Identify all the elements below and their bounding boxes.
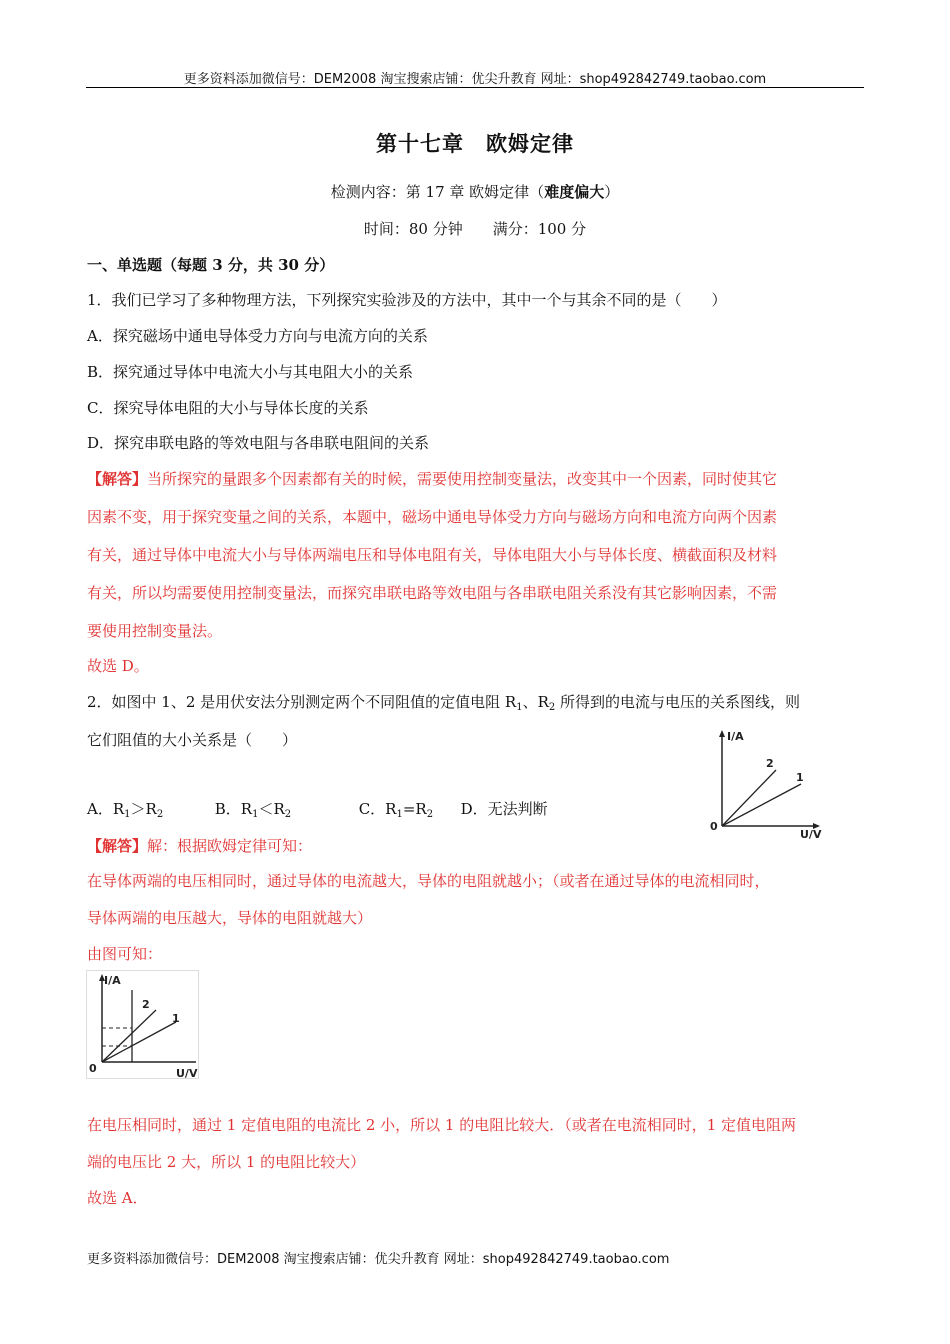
exam-difficulty: 难度偏大	[544, 183, 605, 201]
q2-answer-tag: 【解答】	[87, 837, 148, 855]
section-heading: 一、单选题（每题 3 分，共 30 分）	[87, 256, 335, 274]
q1-option-b: B．探究通过导体中电流大小与其电阻大小的关系	[87, 363, 414, 381]
graph-line-2	[722, 770, 776, 826]
q1-option-c: C．探究导体电阻的大小与导体长度的关系	[87, 399, 369, 417]
line-2-label: 2	[142, 998, 150, 1011]
header-contact: 更多资料添加微信号：DEM2008 淘宝搜索店铺：优尖升教育 网址：shop492842749.taobao.com	[183, 72, 767, 87]
option-text: B．R	[214, 800, 253, 818]
subscript: 2	[156, 809, 164, 820]
q1-stem: 1．我们已学习了多种物理方法，下列探究实验涉及的方法中，其中一个与其余不同的是（ ）	[87, 291, 727, 309]
footer-contact: 更多资料添加微信号：DEM2008 淘宝搜索店铺：优尖升教育 网址：shop492842749.taobao.com	[87, 1252, 670, 1267]
y-axis-label: I/A	[727, 730, 744, 743]
iv-graph-annotated	[86, 970, 202, 1082]
q2-from-graph: 由图可知：	[87, 945, 163, 963]
q1-option-d: D．探究串联电路的等效电阻与各串联电阻间的关系	[87, 434, 430, 452]
q1-answer-line: 要使用控制变量法。	[87, 622, 223, 640]
exam-scope-suffix: ）	[604, 183, 620, 201]
q2-options	[87, 798, 548, 820]
line-2-label: 2	[766, 757, 774, 770]
q2-answer-line: 导体两端的电压越大，导体的电阻就越大）	[87, 909, 373, 927]
q1-choice: 故选 D。	[87, 657, 149, 675]
subscript: 1	[516, 702, 523, 713]
q2-option-a	[87, 800, 163, 818]
q2-option-c	[359, 800, 433, 818]
origin-label: 0	[710, 820, 718, 833]
x-axis-label: U/V	[176, 1067, 198, 1080]
exam-scope	[0, 181, 950, 202]
q2-choice: 故选 A．	[87, 1189, 148, 1207]
q1-answer-line	[87, 468, 777, 489]
q2-answer-line: 在导体两端的电压相同时，通过导体的电流越大，导体的电阻就越小；（或者在通过导体的电流相同时，	[87, 872, 770, 890]
q1-answer-line: 有关，通过导体中电流大小与导体两端电压和导体电阻有关，导体电阻大小与导体长度、横截面积及材料	[87, 546, 778, 564]
y-axis-arrow	[719, 730, 725, 737]
x-axis-label: U/V	[800, 828, 822, 840]
q1-answer-text: 当所探究的量跟多个因素都有关的时候，需要使用控制变量法，改变其中一个因素，同时使其它	[147, 470, 778, 488]
q2-stem-line1	[87, 691, 800, 713]
q2-stem-part: 2．如图中 1、2 是用伏安法分别测定两个不同阻值的定值电阻 R	[87, 693, 517, 711]
q1-answer-tag: 【解答】	[87, 470, 148, 488]
graph-line-1	[722, 784, 801, 826]
option-text: A．R	[87, 800, 125, 818]
subscript: 2	[548, 702, 556, 713]
iv-graph	[706, 726, 824, 840]
line-1-label: 1	[172, 1012, 180, 1025]
q2-stem-part: 、R	[522, 693, 549, 711]
q1-option-a: A．探究磁场中通电导体受力方向与电流方向的关系	[87, 327, 428, 345]
q1-answer-line: 因素不变，用于探究变量之间的关系，本题中，磁场中通电导体受力方向与磁场方向和电流方向两个因素	[87, 508, 778, 526]
q2-answer-line	[87, 835, 312, 856]
option-text: ＜R	[258, 800, 285, 818]
subscript: 2	[284, 809, 292, 820]
q1-answer-line: 有关，所以均需要使用控制变量法，而探究串联电路等效电阻与各串联电阻关系没有其它影响因素，不需	[87, 584, 778, 602]
origin-label: 0	[89, 1062, 97, 1075]
option-text: C．R	[358, 800, 397, 818]
line-1-label: 1	[796, 771, 804, 784]
subscript: 1	[396, 809, 403, 820]
graph-line-2	[102, 1010, 156, 1062]
option-text: ＞R	[130, 800, 157, 818]
q2-conclusion-line: 端的电压比 2 大，所以 1 的电阻比较大）	[87, 1153, 366, 1171]
q2-answer-intro: 解：根据欧姆定律可知：	[147, 837, 313, 855]
exam-scope-prefix: 检测内容：第 17 章 欧姆定律（	[330, 183, 545, 201]
subscript: 1	[252, 809, 259, 820]
page-title: 第十七章 欧姆定律	[376, 131, 574, 156]
q2-option-d: D．无法判断	[460, 800, 548, 818]
subscript: 1	[124, 809, 131, 820]
graph-line-1	[102, 1022, 176, 1062]
q2-option-b	[215, 800, 291, 818]
subscript: 2	[426, 809, 434, 820]
header-rule	[86, 87, 864, 88]
q2-stem-line2: 它们阻值的大小关系是（ ）	[87, 731, 298, 749]
q2-stem-part: 所得到的电流与电压的关系图线，则	[555, 693, 801, 711]
option-text: =R	[402, 800, 427, 818]
y-axis-label: I/A	[104, 974, 121, 987]
exam-time: 时间：80 分钟 满分：100 分	[363, 220, 587, 238]
q2-conclusion-line: 在电压相同时，通过 1 定值电阻的电流比 2 小，所以 1 的电阻比较大．（或者在电流相同时，1 定值电阻两	[87, 1116, 797, 1134]
